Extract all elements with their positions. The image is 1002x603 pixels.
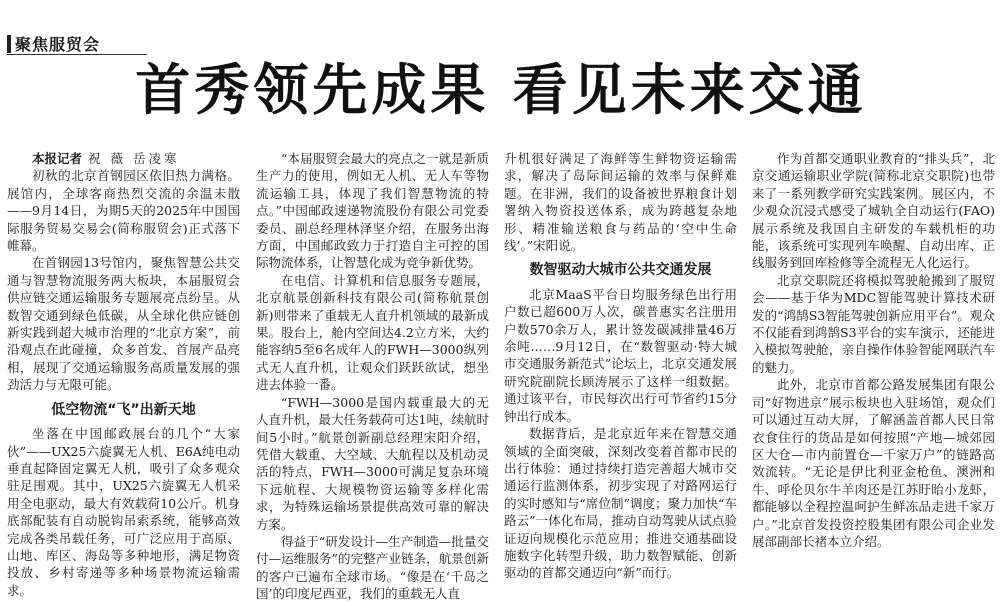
- paragraph: 坐落在中国邮政展台的几个“大家伙”——UX25六旋翼无人机、E6A纯电动垂直起降固定翼无人机，吸引了众多观众驻足围观。其中，UX25六旋翼无人机采用全电驱动，最大有效载荷10公斤。机身底部配装有自动脱钩吊索系统，能够高效完成各类吊载任务，可广泛应用于高原、山地、库区、海岛等多种地形，满足物资投放、乡村寄递等多种场景物流运输需求。: [7, 426, 240, 598]
- paragraph: 在电信、计算机和信息服务专题展，北京航景创新科技有限公司(简称航景创新)则带来了重载无人直升机领域的最新成果。股台上，舱内空间达4.2立方米，大约能容纳5至6名成年人的FWH—3000纵列式无人直升机，让观众们跃跃欲试，想坐进去体验一番。: [256, 272, 489, 393]
- section-tag-bar: [7, 35, 11, 53]
- section-rule: [7, 54, 147, 55]
- section-label: 聚焦服贸会: [15, 35, 101, 54]
- column-4: [752, 150, 995, 548]
- paragraph: 北京交职院还将模拟驾驶舱搬到了服贸会——基于华为MDC智能驾驶计算技术研发的“鸿鹄S3智能驾驶创新应用平台”。观众不仅能看到鸿鹄S3平台的实车演示，还能进入模拟驾驶舱，亲自操作体验智能网联汽车的魅力。: [752, 272, 995, 375]
- byline: [7, 150, 240, 167]
- paragraph: 此外，北京市首都公路发展集团有限公司“好物进京”展示板块也入驻场馆，观众们可以通过互动大屏，了解涵盖首都人民日常衣食住行的货品是如何按照“产地—城郊园区大仓—市内前置仓—千家万户”的链路高效流转。“无论是伊比利亚金枪鱼、澳洲和牛、呼伦贝尔牛羊肉还是江苏盱眙小龙虾，都能够以全程控温呵护生鲜冻品走进千家万户。”北京首发投资控股集团有限公司企业发展部副部长褚本立介绍。: [752, 377, 995, 549]
- paragraph: 北京MaaS平台日均服务绿色出行用户数已超600万人次，碳普惠实名注册用户数570余万人，累计签发碳减排量46万余吨……9月12日，在“数智驱动·特大城市交通服务新范式”论坛上，北京交通发展研究院副院长顾涛展示了这样一组数据。通过该平台，市民每次出行可节省约15分钟出行成本。: [504, 286, 737, 424]
- headline: 首秀领先成果 看见未来交通: [135, 58, 867, 122]
- column-2: [256, 150, 489, 602]
- paragraph: 数据背后，是北京近年来在智慧交通领域的全面突破，深刻改变着首都市民的出行体验：通过持续打造完善超大城市交通运行监测体系，初步实现了对路网运行的实时感知与“席位制”调度；聚力加快“车路云”一体化布局，推动自动驾驶从试点验证迈向规模化示范应用；推进交通基础设施数字化转型升级，助力数智赋能、创新驱动的首都交通迈向“新”而行。: [504, 426, 737, 581]
- paragraph: 在首钢园13号馆内，聚焦智慧公共交通与智慧物流服务两大板块，本届服贸会供应链交通运输服务专题展亮点纷呈。从数智交通到绿色低碳，从全球化供应链创新实践到超大城市治理的“北京方案”，前沿观点在此碰撞，众多首发、首展产品亮相，展现了交通运输服务高质量发展的强劲活力与无限可能。: [7, 255, 240, 393]
- paragraph: “FWH—3000是国内载重最大的无人直升机，最大任务载荷可达1吨，续航时间5小时。”航景创新副总经理宋阳介绍，凭借大载重、大空域、大航程以及机动灵活的特点，FWH—3000可满足复杂环境下远航程、大规模物资运输等多样化需求，为特殊运输场景提供高效可靠的解决方案。: [256, 394, 489, 532]
- paragraph: “本届服贸会最大的亮点之一就是新质生产力的使用，例如无人机、无人车等物流运输工具，体现了我们智慧物流的特点。”中国邮政速递物流股份有限公司党委委员、副总经理林泽坚介绍，在服务出海方面，中国邮政致力于打造自主可控的国际物流体系，让智慧化成为竞争新优势。: [256, 151, 489, 271]
- byline-names: 祝 薇 岳凌寒: [88, 151, 180, 166]
- column-3: [504, 150, 737, 581]
- subheading: 低空物流“飞”出新天地: [51, 401, 196, 418]
- paragraph: 初秋的北京首钢园区依旧热力满格。展馆内，全球客商热烈交流的余温未散——9月14日，为期5天的2025年中国国际服务贸易交易会(简称服贸会)正式落下帷幕。: [7, 168, 240, 254]
- subheading: 数智驱动大城市公共交通发展: [529, 262, 712, 279]
- paragraph: 升机很好满足了海鲜等生鲜物资运输需求，解决了岛际间运输的效率与保鲜难题。在非洲，我们的设备被世界粮食计划署纳入物资投送体系，成为跨越复杂地形、精准输送粮食与药品的‘空中生命线’。”宋阳说。: [504, 151, 737, 254]
- paragraph: 得益于“研发设计—生产制造—批量交付—运维服务”的完整产业链条，航景创新的客户已遍布全球市场。“像是在‘千岛之国’的印度尼西亚，我们的重载无人直: [256, 533, 489, 602]
- column-1: [7, 150, 240, 598]
- paragraph: 作为首都交通职业教育的“排头兵”，北京交通运输职业学院(简称北京交职院)也带来了一系列教学研究实践案例。展区内，不少观众沉浸式感受了城轨全自动运行(FAO)展示系统及我国自主研发的车载机柜的功能，该系统可实现列车唤醒、自动出库、正线服务到回库检修等全流程无人化运行。: [752, 151, 995, 271]
- byline-prefix: 本报记者: [32, 151, 83, 166]
- section-tag: [7, 34, 100, 53]
